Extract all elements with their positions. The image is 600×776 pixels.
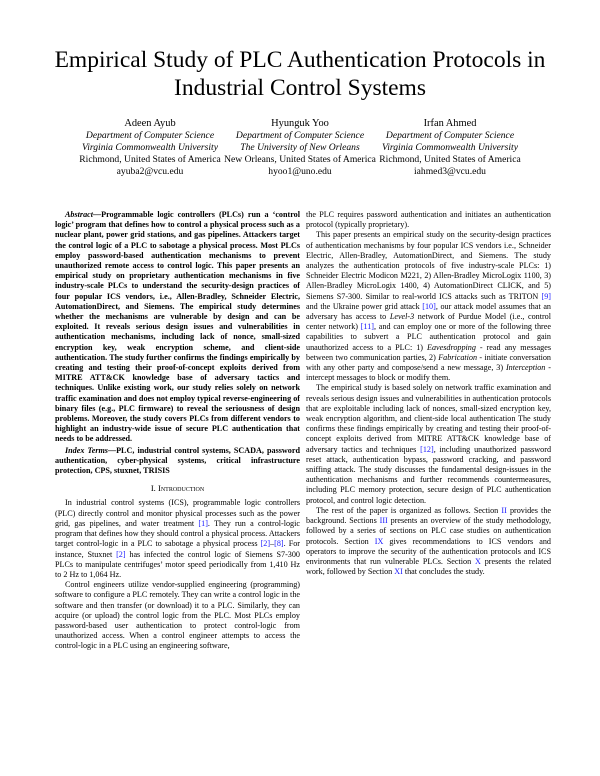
section-heading-introduction: I. Introduction: [150, 483, 205, 494]
author-3: [350, 118, 550, 178]
author-university: Virginia Commonwealth University: [382, 142, 518, 153]
abstract: [55, 210, 300, 445]
author-university: Virginia Commonwealth University: [82, 142, 218, 153]
text-run: presents an overview of the study methodology, followed by a series of sections on PLC case studies on authentication protocols. Section: [306, 516, 551, 546]
author-department: Department of Computer Science: [385, 130, 515, 141]
citation-link[interactable]: [10]: [422, 301, 436, 311]
author-location: Richmond, United States of America: [379, 154, 521, 165]
paper-title: [40, 46, 560, 102]
citation-link[interactable]: [2]: [260, 539, 271, 549]
text-run: that concludes the study.: [402, 567, 485, 577]
left-column: [55, 210, 300, 652]
text-run: presents the related work, followed by Section: [306, 556, 552, 577]
citation-link[interactable]: [2]: [116, 549, 126, 559]
author-email: hyoo1@uno.edu: [268, 166, 332, 177]
author-university: The University of New Orleans: [240, 142, 360, 153]
emphasis: Eavesdropping: [427, 342, 476, 352]
text-run: The empirical study is based solely on network traffic examination and reveals serious design issues and vulnerabilities in authentication protocols that are exploitable including lack of nonces, small-sized encryption key, weak encryption algorithm, and client-side local authentication The study confirms these findings empirically by creating and testing their proof-of-concept exploits derived from MITRE ATT&CK knowledge base of adversary tactics and techniques: [306, 383, 551, 454]
text-run: has infected the control logic of Siemens S7-300 PLCs to manipulate centrifuges’ motor speed periodically from 1,410 Hz to 2 Hz to 1,064 Hz.: [55, 549, 300, 579]
author-department: Department of Computer Science: [85, 130, 215, 141]
author-name: Hyunguk Yoo: [271, 118, 329, 129]
text-run: - read any messages between two communication parties, 2): [306, 342, 551, 362]
text-run: - intercept messages to block or modify them.: [306, 363, 551, 383]
emphasis: Level-3: [389, 312, 415, 322]
abstract-lead: Abstract: [65, 210, 93, 219]
text-run: provides the background. Sections: [306, 505, 551, 526]
text-run: The rest of the paper is organized as follows. Section: [316, 505, 502, 515]
section-link[interactable]: X: [474, 556, 481, 566]
text-run: –: [270, 539, 275, 549]
text-run: gives recommendations to ICS vendors and operators to improve the security of the authentication protocols and ICS environments that run vulnerable PLCs. Section: [306, 536, 551, 566]
text-run: , our attack model assumes that an adversary has access to: [306, 301, 551, 322]
section-link[interactable]: XI: [394, 567, 403, 577]
text-run: , including unauthorized password reset attack, authentication bypass, password cracking, and password sniffing attack. The study discusses the fundamental design-issues in the authentication mechanisms and further recommends countermeasures, including PLC memory protection, secure design of PLC authentication protocol, and control logic detection.: [306, 444, 552, 505]
author-department: Department of Computer Science: [235, 130, 365, 141]
text-run: network of Purdue Model (i.e., control center network): [306, 312, 551, 332]
author-email: ayuba2@vcu.edu: [116, 166, 184, 177]
right-paragraph-1: the PLC requires password authentication and initiates an authentication protocol (typically proprietary).: [306, 210, 551, 230]
right-column: [306, 210, 551, 577]
citation-link[interactable]: [1]: [198, 518, 208, 528]
emphasis: Interception: [505, 363, 546, 373]
text-run: . They run a control-logic program that defines how they should control a physical process. Attackers target control-logic in a PLC to sabotage a physical process: [55, 518, 300, 549]
section-link[interactable]: IX: [374, 536, 384, 546]
text-run: , and can employ one or more of the following three capabilities to subvert a PLC authentication protocol and gain unauthorized access to a PLC: 1): [306, 322, 551, 352]
author-name: Adeen Ayub: [124, 118, 176, 129]
author-location: New Orleans, United States of America: [224, 154, 376, 165]
text-run: - initiate conversation with any other party and compose/send a new message, 3): [306, 352, 551, 373]
right-paragraph-4: [306, 506, 551, 577]
text-run: and the Ukraine power grid attack: [306, 301, 423, 311]
author-name: Irfan Ahmed: [423, 118, 477, 129]
section-link[interactable]: II: [501, 505, 507, 515]
author-email: iahmed3@vcu.edu: [414, 166, 486, 177]
index-terms-text: —PLC, industrial control systems, SCADA, password authentication, cyber-physical systems, critical infrastructure protection, CPS, stuxnet, TRISIS: [55, 445, 300, 476]
text-run: This paper presents an empirical study on the security-design practices of authentication mechanisms by four popular ICS vendors i.e., Schneider Electric, Allen-Bradley, AutomationDirect, and Siemens. The study analyzes the authentication protocols of five industry-scale PLCs: 1) Schneider Electric Modicon M221, 2) Allen-Bradley MicroLogix 1100, 3) Allen-Bradley MicroLogix 1400, 4) AutomationDirect CLICK, and 5) Siemens S7-300. Similar to real-world ICS attacks such as TRITON: [306, 230, 551, 301]
right-paragraph-3: [306, 383, 551, 505]
citation-link[interactable]: [8]: [274, 539, 284, 549]
index-terms: [55, 446, 300, 477]
section-link[interactable]: III: [379, 516, 388, 526]
author-location: Richmond, United States of America: [79, 154, 221, 165]
right-paragraph-2: [306, 230, 551, 383]
title-line-1: Empirical Study of PLC Authentication Protocols in: [54, 47, 546, 73]
intro-paragraph-1: [55, 498, 300, 580]
intro-paragraph-2: Control engineers utilize vendor-supplied engineering (programming) software to configure a PLC remotely. They can write a control logic in the software and then transfer (or download) it to a PLC. Similarly, they can acquire (or upload) the control logic from the PLC. Most PLCs employ password-based user authentication to protect control-logic from unauthorized access. When a control engineer attempts to access the control-logic in a PLC using an engineering software,: [55, 580, 300, 651]
text-run: . For instance, Stuxnet: [55, 539, 300, 559]
title-line-2: Industrial Control Systems: [174, 75, 426, 101]
index-terms-lead: Index Terms: [65, 445, 108, 455]
citation-link[interactable]: [11]: [360, 322, 374, 332]
citation-link[interactable]: [9]: [541, 291, 551, 301]
emphasis: Fabrication: [438, 352, 478, 362]
author-block: [50, 118, 550, 180]
abstract-text: —Programmable logic controllers (PLCs) run a ‘control logic’ program that defines how to control a physical process such as a nuclear plant, power grid stations, and gas pipelines. Attackers target the control logic of a PLC to sabotage a physical process. Most PLCs employ password-based authentication mechanisms to prevent unauthorized remote access to control logic. This paper presents an empirical study on proprietary authentication mechanisms in five industry-scale PLCs to understand the security-design practices of four popular ICS vendors, i.e., Allen-Bradley, Schneider Electric, AutomationDirect, and Siemens. The empirical study determines whether the mechanisms are vulnerable by design and can be exploited. It reveals serious design issues and vulnerabilities in authentication mechanisms, including lack of nonce, small-sized encryption key, weak encryption scheme, and client-side authentication. The study further confirms the findings empirically by creating and testing their proof-of-concept exploits derived from MITRE ATT&CK knowledge base of adversary tactics and techniques. Unlike existing work, our study relies solely on network traffic examination and does not employ typical reverse-engineering of binary files (e.g., PLC firmware) to reveal the seriousness of design problems. Moreover, the study covers PLCs from different vendors to highlight an industry-wide issue of secure PLC authentication that needs to be addressed.: [55, 210, 300, 444]
text-run: In industrial control systems (ICS), programmable logic controllers (PLC) directly control and monitor physical processes such as the power grid, gas pipelines, and water treatment: [55, 498, 300, 528]
citation-link[interactable]: [12]: [420, 444, 434, 454]
